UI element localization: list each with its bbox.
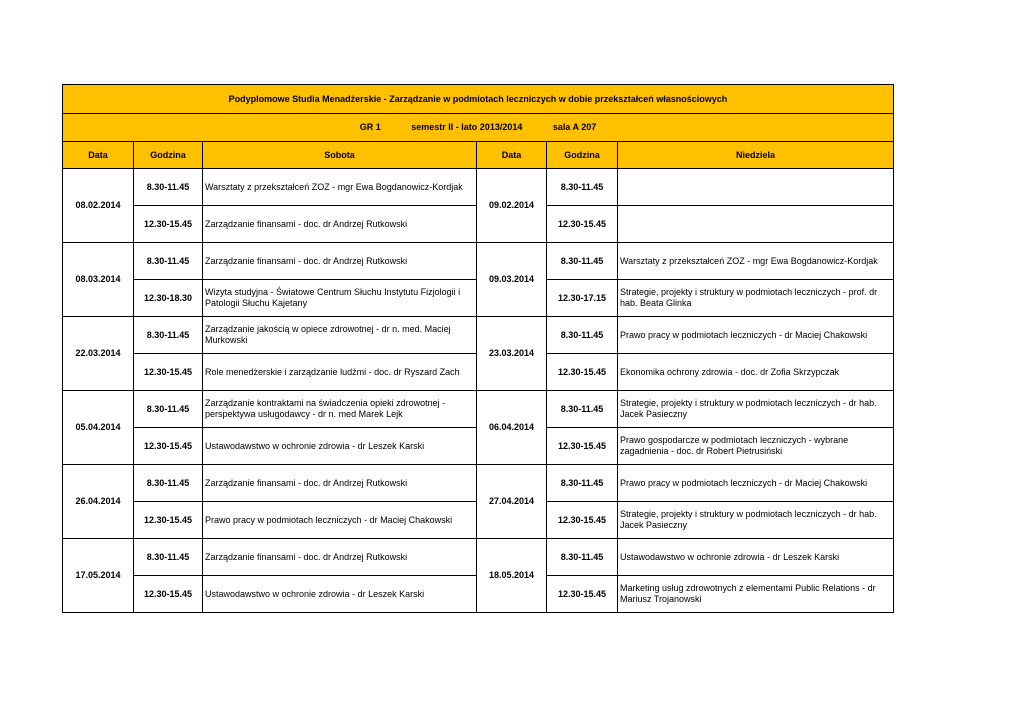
saturday-date-cell: 05.04.2014	[63, 391, 134, 465]
column-header-date-sat: Data	[63, 142, 134, 169]
sunday-time-cell: 8.30-11.45	[547, 539, 618, 576]
saturday-date-cell: 17.05.2014	[63, 539, 134, 613]
group-label: GR 1	[359, 122, 381, 132]
saturday-class-cell: Zarządzanie finansami - doc. dr Andrzej Rutkowski	[203, 465, 477, 502]
semester-label: semestr II - lato 2013/2014	[411, 122, 523, 132]
subheader-cell	[63, 114, 894, 142]
sunday-date-cell: 09.03.2014	[477, 243, 547, 317]
column-header-row	[63, 142, 894, 169]
sunday-class-cell: Prawo pracy w podmiotach leczniczych - dr Maciej Chakowski	[618, 317, 894, 354]
saturday-class-cell: Zarządzanie finansami - doc. dr Andrzej Rutkowski	[203, 243, 477, 280]
table-row	[63, 391, 894, 428]
saturday-time-cell: 8.30-11.45	[134, 243, 203, 280]
saturday-time-cell: 8.30-11.45	[134, 317, 203, 354]
saturday-class-cell: Zarządzanie finansami - doc. dr Andrzej Rutkowski	[203, 539, 477, 576]
sunday-class-cell: Strategie, projekty i struktury w podmiotach leczniczych - prof. dr hab. Beata Glinka	[618, 280, 894, 317]
saturday-time-cell: 12.30-15.45	[134, 206, 203, 243]
column-header-sunday: Niedziela	[618, 142, 894, 169]
sunday-class-cell: Prawo pracy w podmiotach leczniczych - dr Maciej Chakowski	[618, 465, 894, 502]
sunday-class-cell: Prawo gospodarcze w podmiotach leczniczych - wybrane zagadnienia - doc. dr Robert Pietrusiński	[618, 428, 894, 465]
saturday-class-cell: Wizyta studyjna - Światowe Centrum Słuchu Instytutu Fizjologii i Patologii Słuchu Kajetany	[203, 280, 477, 317]
column-header-time-sat: Godzina	[134, 142, 203, 169]
sunday-class-cell: Strategie, projekty i struktury w podmiotach leczniczych - dr hab. Jacek Pasieczny	[618, 391, 894, 428]
saturday-time-cell: 12.30-15.45	[134, 576, 203, 613]
sunday-time-cell: 12.30-15.45	[547, 428, 618, 465]
schedule-table	[62, 84, 894, 613]
sunday-time-cell: 8.30-11.45	[547, 465, 618, 502]
saturday-date-cell: 08.02.2014	[63, 169, 134, 243]
saturday-time-cell: 12.30-18.30	[134, 280, 203, 317]
table-row	[63, 169, 894, 206]
sunday-date-cell: 06.04.2014	[477, 391, 547, 465]
saturday-time-cell: 12.30-15.45	[134, 428, 203, 465]
title-row	[63, 85, 894, 114]
sunday-time-cell: 12.30-17.15	[547, 280, 618, 317]
column-header-saturday: Sobota	[203, 142, 477, 169]
sunday-date-cell: 09.02.2014	[477, 169, 547, 243]
saturday-class-cell: Zarządzanie kontraktami na świadczenia opieki zdrowotnej - perspektywa usługodawcy - dr n. med Marek Lejk	[203, 391, 477, 428]
sunday-class-cell	[618, 169, 894, 206]
sunday-class-cell: Strategie, projekty i struktury w podmiotach leczniczych - dr hab. Jacek Pasieczny	[618, 502, 894, 539]
saturday-class-cell: Ustawodawstwo w ochronie zdrowia - dr Leszek Karski	[203, 576, 477, 613]
saturday-class-cell: Role menedżerskie i zarządzanie ludźmi - doc. dr Ryszard Zach	[203, 354, 477, 391]
sunday-class-cell: Marketing usług zdrowotnych z elementami Public Relations - dr Mariusz Trojanowski	[618, 576, 894, 613]
sunday-date-cell: 23.03.2014	[477, 317, 547, 391]
sunday-time-cell: 8.30-11.45	[547, 317, 618, 354]
sunday-time-cell: 8.30-11.45	[547, 391, 618, 428]
sunday-class-cell: Ekonomika ochrony zdrowia - doc. dr Zofia Skrzypczak	[618, 354, 894, 391]
saturday-class-cell: Prawo pracy w podmiotach leczniczych - dr Maciej Chakowski	[203, 502, 477, 539]
saturday-class-cell: Warsztaty z przekształceń ZOZ - mgr Ewa Bogdanowicz-Kordjak	[203, 169, 477, 206]
sunday-class-cell	[618, 206, 894, 243]
sunday-date-cell: 18.05.2014	[477, 539, 547, 613]
column-header-time-sun: Godzina	[547, 142, 618, 169]
sunday-time-cell: 12.30-15.45	[547, 206, 618, 243]
saturday-time-cell: 8.30-11.45	[134, 391, 203, 428]
sunday-time-cell: 8.30-11.45	[547, 169, 618, 206]
saturday-class-cell: Zarządzanie jakością w opiece zdrowotnej - dr n. med. Maciej Murkowski	[203, 317, 477, 354]
schedule-title: Podyplomowe Studia Menadżerskie - Zarządzanie w podmiotach leczniczych w dobie przekształceń własnościowych	[63, 85, 894, 114]
room-label: sala A 207	[552, 122, 597, 132]
saturday-time-cell: 8.30-11.45	[134, 465, 203, 502]
saturday-time-cell: 8.30-11.45	[134, 539, 203, 576]
saturday-time-cell: 8.30-11.45	[134, 169, 203, 206]
saturday-time-cell: 12.30-15.45	[134, 354, 203, 391]
saturday-date-cell: 08.03.2014	[63, 243, 134, 317]
saturday-date-cell: 22.03.2014	[63, 317, 134, 391]
table-row	[63, 539, 894, 576]
saturday-time-cell: 12.30-15.45	[134, 502, 203, 539]
sunday-date-cell: 27.04.2014	[477, 465, 547, 539]
table-row	[63, 465, 894, 502]
subheader-row	[63, 114, 894, 142]
table-row	[63, 317, 894, 354]
sunday-class-cell: Ustawodawstwo w ochronie zdrowia - dr Leszek Karski	[618, 539, 894, 576]
sunday-time-cell: 12.30-15.45	[547, 354, 618, 391]
sunday-time-cell: 12.30-15.45	[547, 502, 618, 539]
saturday-class-cell: Ustawodawstwo w ochronie zdrowia - dr Leszek Karski	[203, 428, 477, 465]
column-header-date-sun: Data	[477, 142, 547, 169]
table-row	[63, 243, 894, 280]
saturday-class-cell: Zarządzanie finansami - doc. dr Andrzej Rutkowski	[203, 206, 477, 243]
sunday-time-cell: 12.30-15.45	[547, 576, 618, 613]
saturday-date-cell: 26.04.2014	[63, 465, 134, 539]
sunday-time-cell: 8.30-11.45	[547, 243, 618, 280]
sunday-class-cell: Warsztaty z przekształceń ZOZ - mgr Ewa Bogdanowicz-Kordjak	[618, 243, 894, 280]
